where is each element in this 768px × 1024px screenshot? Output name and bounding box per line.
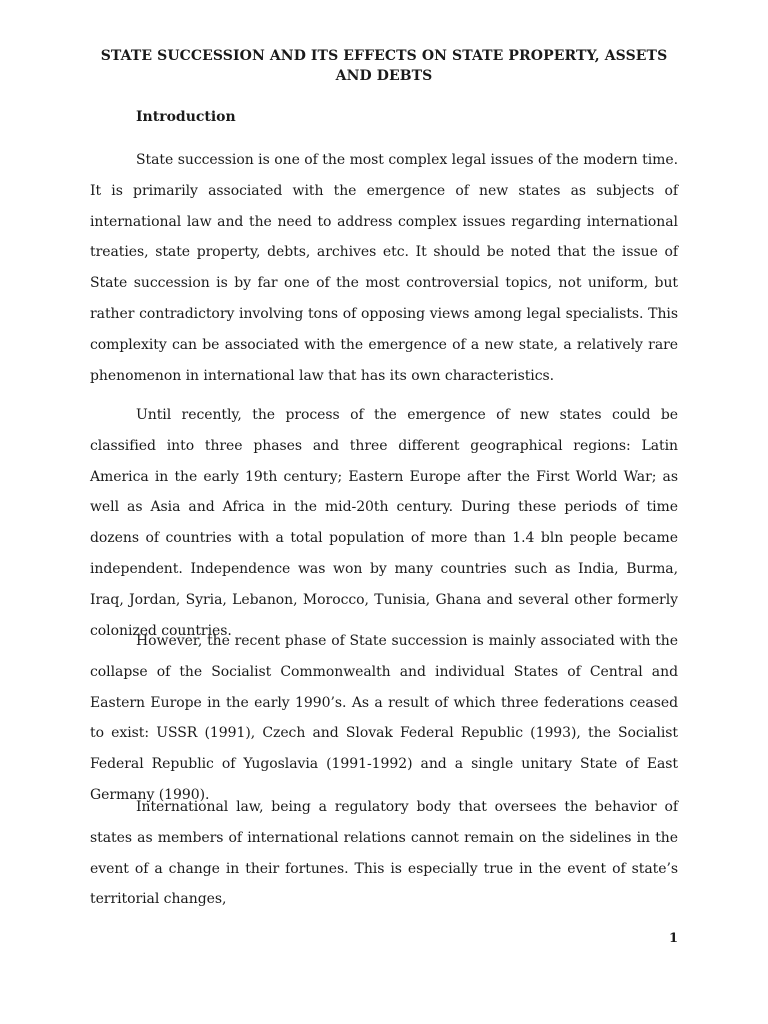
document-title: STATE SUCCESSION AND ITS EFFECTS ON STATE PROPERTY, ASSETS AND DEBTS [100, 48, 668, 84]
paragraph-3: However, the recent phase of State succession is mainly associated with the collapse of the Socialist Commonwealth and individual States of Central and Eastern Europe in the early 1990’s. As a result of which three federations ceased to exist: USSR (1991), Czech and Slovak Federal Republic (1993), the Socialist Federal Republic of Yugoslavia (1991-1992) and a single unitary State of East Germany (1990). [90, 633, 678, 803]
paragraph-2: Until recently, the process of the emergence of new states could be classified into three phases and three different geographical regions: Latin America in the early 19th century; Eastern Europe after the First World War; as well as Asia and Africa in the mid-20th century. During these periods of time dozens of countries with a total population of more than 1.4 bln people became independent. Independence was won by many countries such as India, Burma, Iraq, Jordan, Syria, Lebanon, Morocco, Tunisia, Ghana and several other formerly colonized countries. [90, 407, 678, 639]
paragraph-4: International law, being a regulatory body that oversees the behavior of states as members of international relations cannot remain on the sidelines in the event of a change in their fortunes. This is especially true in the event of state’s territorial changes, [90, 799, 678, 908]
paragraph-1: State succession is one of the most complex legal issues of the modern time. It is primarily associated with the emergence of new states as subjects of international law and the need to address complex issues regarding international treaties, state property, debts, archives etc. It should be noted that the issue of State succession is by far one of the most controversial topics, not uniform, but rather contradictory involving tons of opposing views among legal specialists. This complexity can be associated with the emergence of a new state, a relatively rare phenomenon in international law that has its own characteristics. [90, 152, 678, 384]
page-number: 1 [668, 931, 678, 946]
section-heading-introduction: Introduction [136, 109, 236, 125]
